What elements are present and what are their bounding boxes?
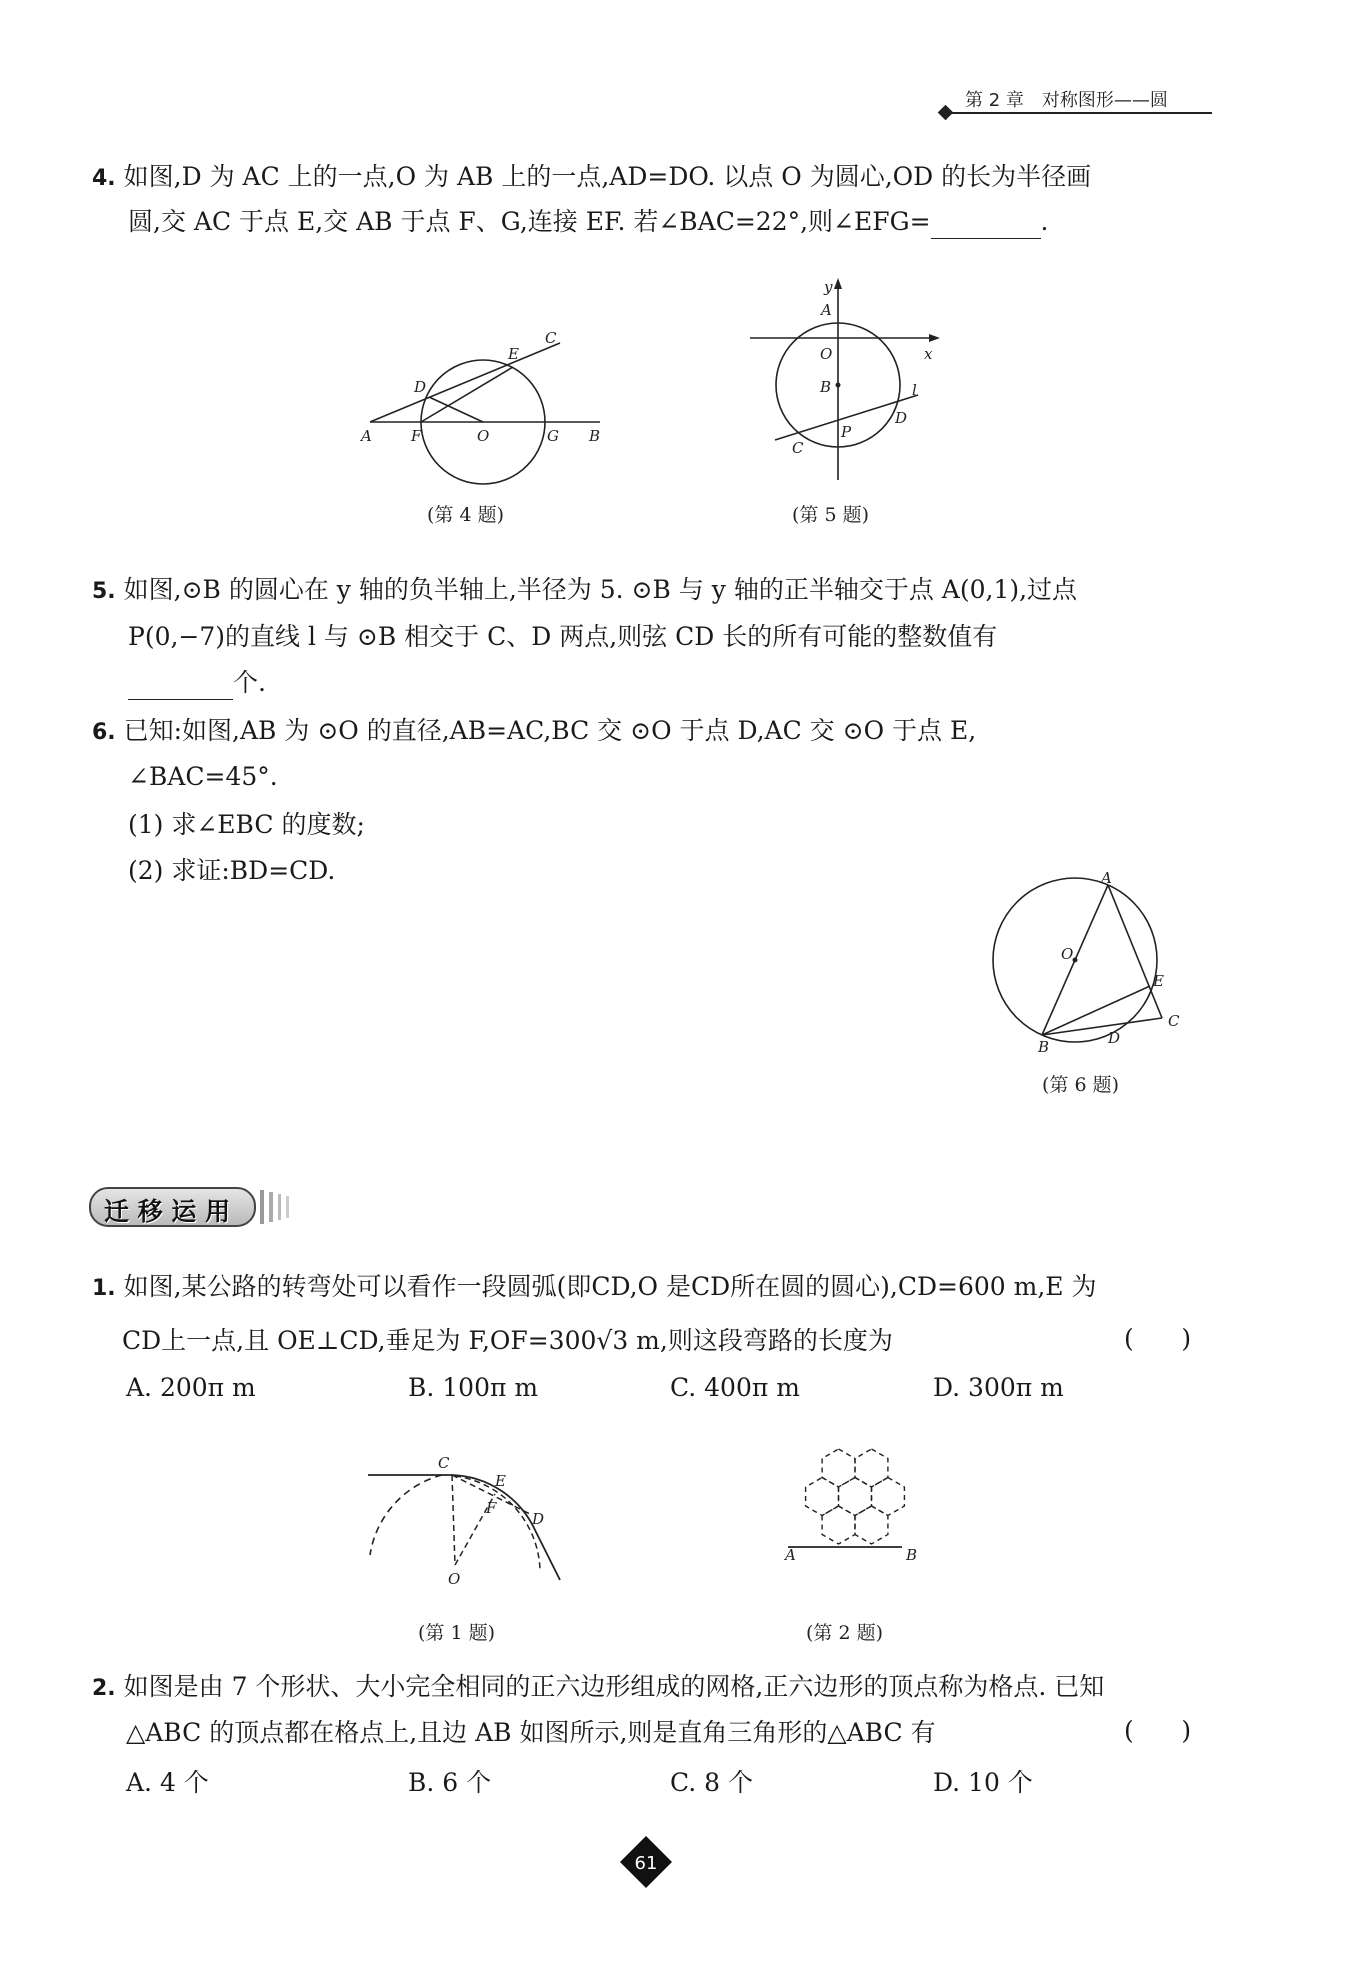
hexagon-cell (855, 1449, 888, 1487)
q4-text-end: . (1040, 207, 1049, 236)
fig5-label: B (820, 378, 832, 396)
figure-q6 (990, 868, 1190, 1053)
figure-t1 (360, 1450, 575, 1595)
t1-line1 (92, 1270, 1097, 1306)
q6-sub1: (1) 求∠EBC 的度数; (128, 810, 365, 839)
header-diamond-icon (938, 105, 954, 121)
q5-number: 5. (92, 579, 116, 604)
figure-t2-caption: (第 2 题) (806, 1622, 883, 1644)
hexagon-cell (822, 1449, 855, 1487)
t2-line2 (126, 1716, 936, 1750)
fig4-label: E (508, 345, 519, 363)
fig4-label: G (547, 427, 559, 445)
hexagon-cell (822, 1506, 855, 1544)
figure-q4 (355, 325, 615, 485)
q4-line1 (92, 160, 1091, 196)
q4-text-1: 如图,D 为 AC 上的一点,O 为 AB 上的一点,AD=DO. 以点 O 为圆心,OD 的长为半径画 (123, 162, 1092, 191)
t2-option-c: C. 8 个 (670, 1768, 753, 1797)
chapter-header: 第 2 章 对称图形——圆 (965, 90, 1168, 111)
fig6-label: O (1061, 945, 1074, 963)
q6-text-1: 已知:如图,AB 为 ⊙O 的直径,AB=AC,BC 交 ⊙O 于点 D,AC 交 ⊙O 于点 E, (123, 716, 977, 745)
t1-option-a: A. 200π m (126, 1373, 256, 1402)
fig5-label: A (821, 301, 832, 319)
fig4-label: B (589, 427, 601, 445)
fig-t2-label: B (906, 1546, 918, 1564)
fig5-label: C (792, 439, 804, 457)
fig6-label: C (1168, 1012, 1180, 1030)
t1-option-c: C. 400π m (670, 1373, 800, 1402)
page-number: 61 (634, 1853, 658, 1874)
fig5-label: D (895, 409, 908, 427)
fig-t1-label: F (486, 1499, 497, 1517)
hexagon-cell (872, 1478, 905, 1516)
t2-number: 2. (92, 1676, 116, 1701)
q4-number: 4. (92, 166, 116, 191)
hexagon-cell (855, 1506, 888, 1544)
figure-t1-caption: (第 1 题) (418, 1622, 495, 1644)
fig6-label: D (1108, 1029, 1121, 1047)
figure-q6-caption: (第 6 题) (1042, 1074, 1119, 1096)
q5-line1 (92, 573, 1077, 609)
t1-line2 (122, 1324, 893, 1358)
q5-line2 (128, 620, 997, 654)
t1-number: 1. (92, 1276, 116, 1301)
t2-line1 (92, 1670, 1104, 1706)
t1-option-b: B. 100π m (408, 1373, 539, 1402)
header-rule (950, 112, 1212, 114)
section-title: 迁 移 运 用 (104, 1197, 231, 1226)
fig4-label: F (411, 427, 422, 445)
q5-text-2: P(0,−7)的直线 l 与 ⊙B 相交于 C、D 两点,则弦 CD 长的所有可能的整数值有 (128, 622, 998, 651)
fig4-label: O (477, 427, 490, 445)
t2-option-d: D. 10 个 (933, 1768, 1033, 1797)
fig-t1-label: C (438, 1454, 450, 1472)
t2-answer-paren: ( ) (1124, 1716, 1192, 1745)
fig-t1-label: E (495, 1472, 506, 1490)
fig-t1-label: D (532, 1510, 545, 1528)
figure-q5 (740, 275, 950, 490)
figure-q4-caption: (第 4 题) (427, 504, 504, 526)
t2-text-1: 如图是由 7 个形状、大小完全相同的正六边形组成的网格,正六边形的顶点称为格点. 已知 (123, 1672, 1105, 1701)
q6-sub2: (2) 求证:BD=CD. (128, 856, 336, 885)
fig5-label: y (824, 278, 833, 296)
q5-text-3: 个. (233, 668, 266, 697)
fig6-label: A (1101, 869, 1112, 887)
q5-text-1: 如图,⊙B 的圆心在 y 轴的负半轴上,半径为 5. ⊙B 与 y 轴的正半轴交于点 A(0,1),过点 (123, 575, 1078, 604)
fig6-label: E (1153, 972, 1164, 990)
fig5-label: x (924, 345, 933, 363)
q6-number: 6. (92, 720, 116, 745)
t1-option-d: D. 300π m (933, 1373, 1064, 1402)
hexagon-cell (839, 1478, 872, 1516)
hexagon-cell (806, 1478, 839, 1516)
fig-t1-label: O (448, 1570, 461, 1588)
q6-line1 (92, 714, 976, 750)
q6-line2: ∠BAC=45°. (128, 762, 278, 791)
page-number-badge (618, 1834, 674, 1890)
fig4-label: D (414, 378, 427, 396)
fig4-label: C (545, 329, 557, 347)
t1-answer-paren: ( ) (1124, 1324, 1192, 1353)
t2-text-2: △ABC 的顶点都在格点上,且边 AB 如图所示,则是直角三角形的△ABC 有 (126, 1718, 936, 1747)
q4-text-2: 圆,交 AC 于点 E,交 AB 于点 F、G,连接 EF. 若∠BAC=22°,则∠EFG= (128, 207, 931, 236)
q4-line2 (128, 205, 1048, 239)
t2-option-b: B. 6 个 (408, 1768, 492, 1797)
t1-text-2: CD上一点,且 OE⊥CD,垂足为 F,OF=300√3 m,则这段弯路的长度为 (122, 1326, 893, 1355)
figure-t2 (765, 1440, 945, 1605)
answer-blank (931, 212, 1041, 239)
q5-line3 (128, 666, 266, 700)
figure-q5-caption: (第 5 题) (792, 504, 869, 526)
fig4-label: A (361, 427, 372, 445)
t2-option-a: A. 4 个 (126, 1768, 209, 1797)
fig6-label: B (1038, 1038, 1050, 1053)
fig5-label: P (841, 423, 852, 441)
fig5-label: O (820, 345, 833, 363)
fig-t2-label: A (785, 1546, 796, 1564)
answer-blank (128, 673, 233, 700)
t1-text-1: 如图,某公路的转弯处可以看作一段圆弧(即CD,O 是CD所在圆的圆心),CD=600 m,E 为 (123, 1272, 1097, 1301)
fig5-label: l (912, 381, 917, 399)
